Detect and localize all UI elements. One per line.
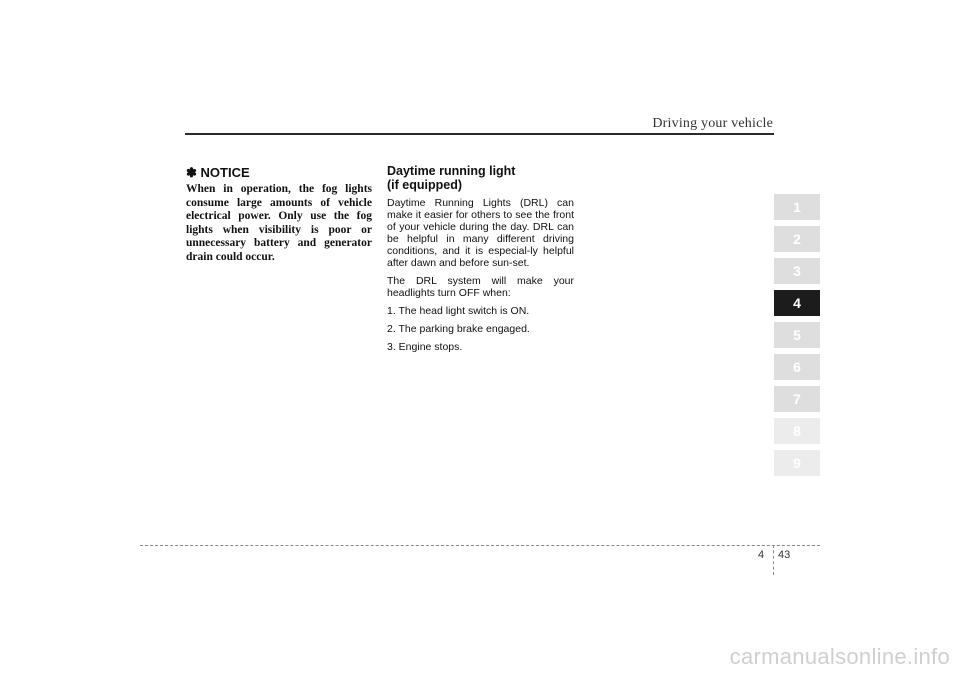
- footer-vertical-divider: [773, 545, 774, 575]
- drl-paragraph-2: The DRL system will make your headlights turn OFF when:: [387, 275, 574, 299]
- drl-list-item: 1. The head light switch is ON.: [387, 305, 530, 317]
- drl-list-item: 3. Engine stops.: [387, 341, 463, 353]
- drl-title: [387, 165, 574, 192]
- header-rule: [185, 133, 774, 135]
- notice-body: When in operation, the fog lights consume large amounts of vehicle electrical power. Only use the fog lights when visibility is poor or unnecessary battery and generator drain could occur.: [186, 183, 372, 263]
- footer-page-number: 43: [778, 549, 791, 561]
- chapter-tab-7[interactable]: 7: [774, 386, 820, 412]
- notice-title: [186, 165, 372, 181]
- drl-section: [387, 165, 574, 359]
- chapter-tab-5[interactable]: 5: [774, 322, 820, 348]
- chapter-tab-9[interactable]: 9: [774, 450, 820, 476]
- chapter-tab-3[interactable]: 3: [774, 258, 820, 284]
- notice-icon: ✽: [186, 165, 197, 180]
- chapter-tab-1[interactable]: 1: [774, 194, 820, 220]
- chapter-tab-8[interactable]: 8: [774, 418, 820, 444]
- header-section-title: Driving your vehicle: [652, 116, 773, 131]
- chapter-tab-4[interactable]: 4: [774, 290, 820, 316]
- footer-chapter-number: 4: [758, 549, 765, 561]
- chapter-tab-6[interactable]: 6: [774, 354, 820, 380]
- drl-paragraph-1: Daytime Running Lights (DRL) can make it easier for others to see the front of your vehicle during the day. DRL can be helpful in many different driving conditions, and it is especial-ly helpful after dawn and before sun-set.: [387, 197, 574, 269]
- drl-title-line1: Daytime running light: [387, 164, 516, 178]
- chapter-tabs: [774, 194, 820, 482]
- drl-title-line2: (if equipped): [387, 177, 462, 192]
- notice-title-text: NOTICE: [200, 165, 250, 180]
- chapter-tab-2[interactable]: 2: [774, 226, 820, 252]
- notice-box: [186, 165, 372, 264]
- footer-divider: [140, 545, 820, 546]
- drl-list-item: 2. The parking brake engaged.: [387, 323, 530, 335]
- watermark: carmanualsonline.info: [729, 644, 950, 669]
